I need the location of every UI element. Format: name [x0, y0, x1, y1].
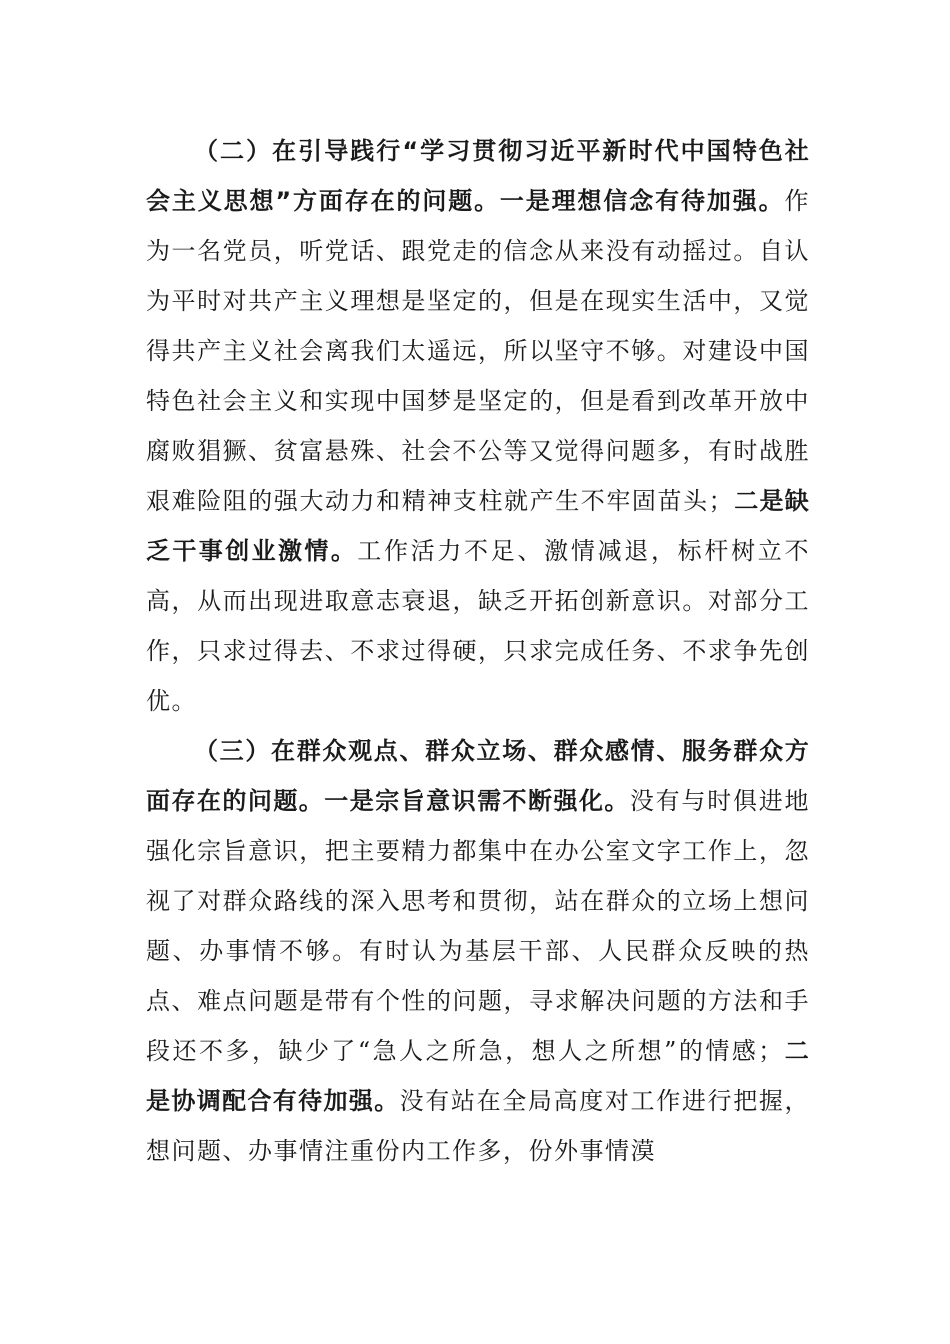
section-2-body-1: 作为一名党员，听党话、跟党走的信念从来没有动摇过。自认为平时对共产主义理想是坚定的，但是在现实生活中，又觉得共产主义社会离我们太遥远，所以坚守不够。对建设中国特色社会主义和实现中国梦是坚定的，但是看到改革开放中腐败猖獗、贫富悬殊、社会不公等又觉得问题多，有时战胜艰难险阻的强大动力和精神支柱就产生不牢固苗头；: [146, 187, 810, 515]
section-3-point-2: 二是协调配合有待加强。: [146, 1037, 811, 1115]
section-3-body-1: 没有与时俱进地强化宗旨意识，把主要精力都集中在办公室文字工作上，忽视了对群众路线的深入思考和贯彻，站在群众的立场上想问题、办事情不够。有时认为基层干部、人民群众反映的热点、难点问题是带有个性的问题，寻求解决问题的方法和手段还不多，缺少了“急人之所急，想人之所想”的情感；: [146, 787, 810, 1065]
paragraph-section-2: [146, 126, 810, 726]
section-3-body-2: 没有站在全局高度对工作进行把握，想问题、办事情注重份内工作多，份外事情漠: [146, 1087, 811, 1165]
paragraph-section-3: [146, 726, 810, 1176]
section-2-point-2: 二是缺乏干事创业激情。: [146, 487, 810, 565]
section-2-heading: （二）在引导践行“学习贯彻习近平新时代中国特色社会主义思想”方面存在的问题。一是理想信念有待加强。: [146, 137, 810, 215]
section-2-body-2: 工作活力不足、激情减退，标杆树立不高，从而出现进取意志衰退，缺乏开拓创新意识。对部分工作，只求过得去、不求过得硬，只求完成任务、不求争先创优。: [146, 537, 810, 715]
section-3-heading: （三）在群众观点、群众立场、群众感情、服务群众方面存在的问题。一是宗旨意识需不断强化。: [146, 737, 810, 815]
